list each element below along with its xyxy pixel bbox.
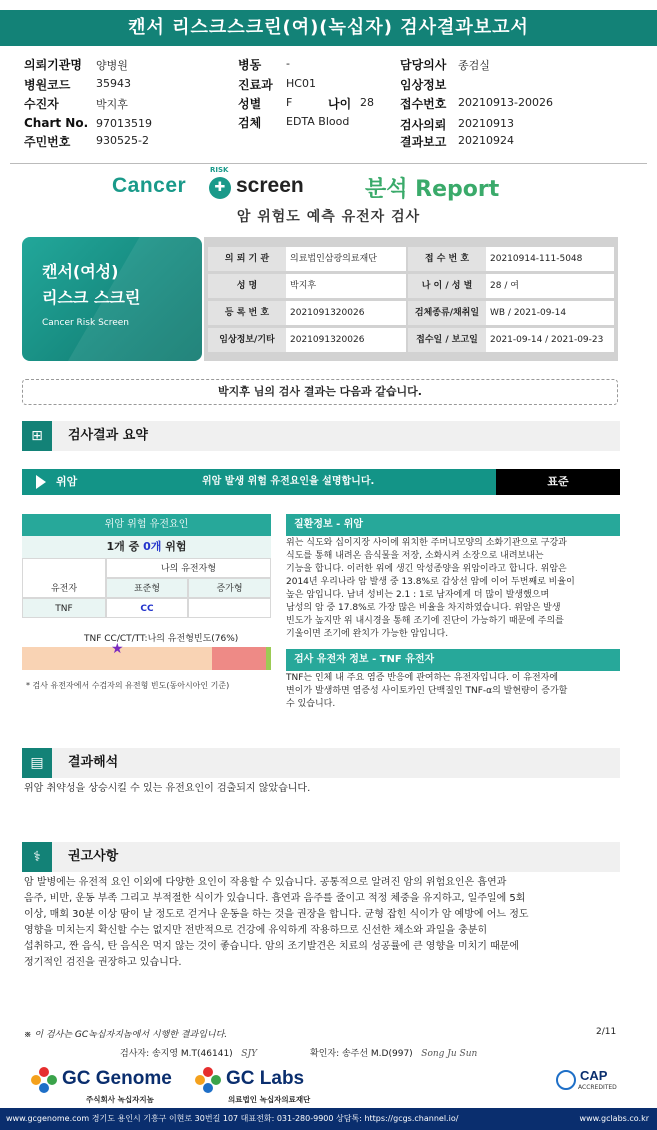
pi-label-hospital-code: 병원코드 (24, 78, 71, 92)
info-value: 2021091320026 (286, 301, 406, 325)
patient-info (0, 0, 657, 160)
recommendation-line: 이상, 매회 30분 이상 땀이 날 정도로 걷거나 운동을 하는 것을 권장을 합니다. 균형 잡힌 식이가 암 예방에 어느 정도 (24, 909, 529, 920)
pi-value-institution: 양병원 (96, 59, 128, 72)
gene-info-text (286, 672, 620, 711)
pi-value-department: HC01 (286, 77, 316, 90)
disease-line: 위는 식도와 십이지장 사이에 위치한 주머니모양의 소화기관으로 구강과 (286, 538, 567, 548)
cap-text: CAP (580, 1068, 608, 1083)
confirmer-signature: Song Ju Sun (421, 1049, 478, 1059)
info-label: 접 수 번 호 (408, 247, 486, 271)
gene-column-label (22, 558, 106, 598)
recommendation-line: 정기적인 검진을 권장하고 있습니다. (24, 957, 182, 968)
pi-value-sex: F (286, 96, 293, 109)
brand-sub: 주식회사 녹십자지놈 (86, 1095, 154, 1104)
card-title-line1: 캔서(여성) (42, 262, 119, 281)
pi-value-report-date: 20210924 (458, 134, 514, 147)
examiner-text: 검사자: 송지영 M.T(46141) (120, 1049, 233, 1059)
info-label: 나 이 / 성 별 (408, 274, 486, 298)
play-arrow-icon (36, 475, 46, 489)
recommendation-text (24, 875, 624, 971)
section-interpretation-header (22, 748, 620, 778)
frequency-segment-ct (212, 647, 266, 670)
gc-cross-icon (30, 1066, 58, 1094)
disease-line: 남성의 암 중 17.8%로 가장 많은 비율을 차지하였습니다. 위암은 발생 (286, 603, 561, 613)
footer-address: www.gcgenome.com 경기도 용인시 기흥구 이현로 30번길 107 대표전화: 031-280-9900 상담톡: https://gcgs.channel.io/ (6, 1114, 459, 1123)
my-genotype-header: 나의 유전자형 (106, 558, 271, 578)
clipboard-icon: ▤ (22, 748, 52, 778)
info-label: 성 명 (208, 274, 286, 298)
footer-website: www.gclabs.co.kr (579, 1114, 649, 1123)
genotype-standard: CC (106, 598, 188, 618)
pi-value-age: 28 (360, 96, 374, 109)
cancer-description: 위암 발생 위험 유전요인을 설명합니다. (202, 476, 375, 487)
info-value: WB / 2021-09-14 (486, 301, 614, 325)
recommendation-line: 영향을 미치는지 확신할 수는 없지만 전반적으로 건강에 유익하게 작용하므로 신선한 채소와 과일을 충분히 (24, 925, 488, 936)
interpretation-text: 위암 취약성을 상승시킬 수 있는 유전요인이 검출되지 않았습니다. (24, 783, 311, 794)
info-value: 의료법인삼광의료재단 (286, 247, 406, 271)
result-notice: 박지후 님의 검사 결과는 다음과 같습니다. (22, 379, 618, 405)
pi-label-clinical-info: 임상정보 (400, 78, 447, 92)
disease-line: 기울이면 조기에 완치가 가능한 암입니다. (286, 629, 449, 639)
logo-screen-text: screen (236, 174, 304, 197)
disease-info-text (286, 537, 620, 641)
gene-label-text: 유전자 (50, 584, 78, 594)
recommendation-line: 섭취하고, 짠 음식, 탄 음식은 먹지 않는 것이 좋습니다. 암의 조기발견은 치료의 성공률에 큰 영향을 미치기 때문에 (24, 941, 520, 952)
logo-risk-text: RISK (210, 166, 229, 174)
pi-value-resident-no: 930525-2 (96, 134, 149, 147)
medical-folder-icon: ⊞ (22, 421, 52, 451)
section-summary-header (22, 421, 620, 451)
gene-name: TNF (22, 598, 106, 618)
pi-value-ward: - (286, 57, 290, 70)
report-heading: 분석 Report (365, 177, 500, 202)
pi-label-chart-no: Chart No. (24, 116, 89, 130)
disease-line: 식도를 통해 내려온 음식물을 저장, 소화시켜 소장으로 내려보내는 (286, 551, 544, 561)
pi-label-patient: 수진자 (24, 97, 59, 111)
pi-value-request-date: 20210913 (458, 117, 514, 130)
disease-line: 2014년 우리나라 암 발생 중 13.8%로 갑상선 암에 이어 두번째로 비율이 (286, 577, 575, 587)
standard-header: 표준형 (106, 578, 188, 598)
risk-count (22, 536, 271, 558)
info-label: 검체종류/채취일 (408, 301, 486, 325)
pi-label-specimen: 검체 (238, 116, 262, 130)
doctor-icon: ⚕ (22, 842, 52, 872)
gene-line: 수 있습니다. (286, 699, 336, 709)
pi-label-doctor: 담당의사 (400, 58, 447, 72)
brand-name: GC Genome (62, 1068, 172, 1089)
footer-contact-bar (0, 1108, 657, 1130)
logo-cross-icon: ✚ (209, 177, 231, 199)
frequency-segment-tt (266, 647, 271, 670)
gene-line: TNF는 인체 내 주요 염증 반응에 관여하는 유전자입니다. 이 유전자에 (286, 673, 559, 683)
disease-line: 높은 암입니다. 남녀 성비는 2.1 : 1로 남자에게 더 많이 발생했으며 (286, 590, 550, 600)
pi-value-hospital-code: 35943 (96, 77, 131, 90)
divider (10, 163, 647, 164)
info-value: 2021-09-14 / 2021-09-23 (486, 328, 614, 352)
pi-value-accession-no: 20210913-20026 (458, 96, 553, 109)
pi-value-specimen: EDTA Blood (286, 115, 350, 128)
info-label: 등 록 번 호 (208, 301, 286, 325)
info-value: 2021091320026 (286, 328, 406, 352)
pi-label-accession-no: 접수번호 (400, 97, 447, 111)
genotype-frequency-label: TNF CC/CT/TT:나의 유전형빈도(76%) (84, 634, 239, 644)
cap-accredited-text: ACCREDITED (578, 1084, 617, 1091)
pi-label-report-date: 결과보고 (400, 135, 447, 149)
report-title: 캔서 리스크스크린(여)(녹십자) 검사결과보고서 (0, 10, 657, 46)
disease-info-title: 질환정보 - 위암 (286, 514, 620, 536)
pi-label-resident-no: 주민번호 (24, 135, 71, 149)
cancer-name: 위암 (56, 475, 78, 488)
pi-label-ward: 병동 (238, 58, 262, 72)
confirmer-text: 확인자: 송주선 M.D(997) (310, 1049, 413, 1059)
section-title: 결과해석 (68, 755, 119, 770)
pi-label-institution: 의뢰기관명 (24, 58, 82, 72)
section-recommendation-header (22, 842, 620, 872)
info-value: 28 / 여 (486, 274, 614, 298)
stomach-cancer-bar (22, 469, 496, 495)
info-label: 임상정보/기타 (208, 328, 286, 352)
pi-label-request-date: 검사의뢰 (400, 118, 447, 132)
card-english-title: Cancer Risk Screen (42, 318, 130, 328)
pi-label-department: 진료과 (238, 78, 273, 92)
gc-labs-logo (194, 1066, 334, 1106)
examiner (120, 1046, 257, 1059)
my-genotype-star-icon: ★ (111, 641, 124, 657)
increased-header: 증가형 (188, 578, 271, 598)
recommendation-line: 음주, 비만, 운동 부족 그리고 부적절한 식이가 있습니다. 흡연과 음주를 줄이고 적정 체중을 유지하고, 일주일에 5회 (24, 893, 526, 904)
examiner-signature: SJY (241, 1049, 258, 1059)
disease-line: 빈도가 높지만 위 내시경을 통해 조기에 진단이 가능하기 때문에 주의를 (286, 616, 564, 626)
pi-label-sex: 성별 (238, 97, 262, 111)
pi-value-chart-no: 97013519 (96, 117, 152, 130)
risk-result-badge: 표준 (496, 469, 620, 495)
info-label: 의 뢰 기 관 (208, 247, 286, 271)
section-title: 검사결과 요약 (68, 428, 148, 443)
gc-genome-logo (30, 1066, 190, 1106)
test-info-table (204, 237, 618, 361)
disease-line: 기능을 합니다. 이러한 위에 생긴 악성종양을 위암이라고 합니다. 위암은 (286, 564, 567, 574)
genotype-increased (188, 598, 271, 618)
gene-line: 변이가 발생하면 염증성 사이토카인 단백질인 TNF-α의 발현량이 증가할 (286, 686, 568, 696)
cancer-risk-screen-card (22, 237, 202, 361)
pi-value-doctor: 종검실 (458, 59, 490, 72)
cap-accredited-logo (556, 1066, 624, 1096)
count-suffix: 위험 (161, 540, 187, 553)
section-title: 권고사항 (68, 849, 119, 864)
page-number: 2/11 (596, 1027, 617, 1037)
count-prefix: 1개 중 (106, 540, 144, 553)
brand-sub: 의료법인 녹십자의료재단 (228, 1095, 311, 1104)
gene-table-title: 위암 위험 유전요인 (22, 514, 271, 536)
cap-circle-icon (556, 1070, 576, 1090)
gc-cross-icon (194, 1066, 222, 1094)
report-subtitle: 암 위험도 예측 유전자 검사 (236, 209, 421, 225)
brand-name: GC Labs (226, 1068, 305, 1089)
frequency-footnote: * 검사 유전자에서 수검자의 유전형 빈도(동아시아인 기준) (26, 681, 230, 690)
pi-value-patient: 박지후 (96, 98, 128, 111)
pi-label-age: 나이 (328, 97, 352, 111)
card-title-line2: 리스크 스크린 (42, 288, 141, 307)
genotype-frequency-bar (22, 647, 271, 670)
performed-by-note: ※ 이 검사는 GC녹십자지놈에서 시행한 결과입니다. (24, 1030, 228, 1040)
confirmer (310, 1046, 477, 1059)
info-value: 박지후 (286, 274, 406, 298)
gene-info-title: 검사 유전자 정보 - TNF 유전자 (286, 649, 620, 671)
info-value: 20210914-111-5048 (486, 247, 614, 271)
logo-cancer-text: Cancer (112, 174, 187, 197)
recommendation-line: 암 발병에는 유전적 요인 이외에 다양한 요인이 작용할 수 있습니다. 공통적으로 알려진 암의 위험요인은 흡연과 (24, 877, 507, 888)
info-label: 접수일 / 보고일 (408, 328, 486, 352)
count-number: 0개 (143, 540, 162, 553)
